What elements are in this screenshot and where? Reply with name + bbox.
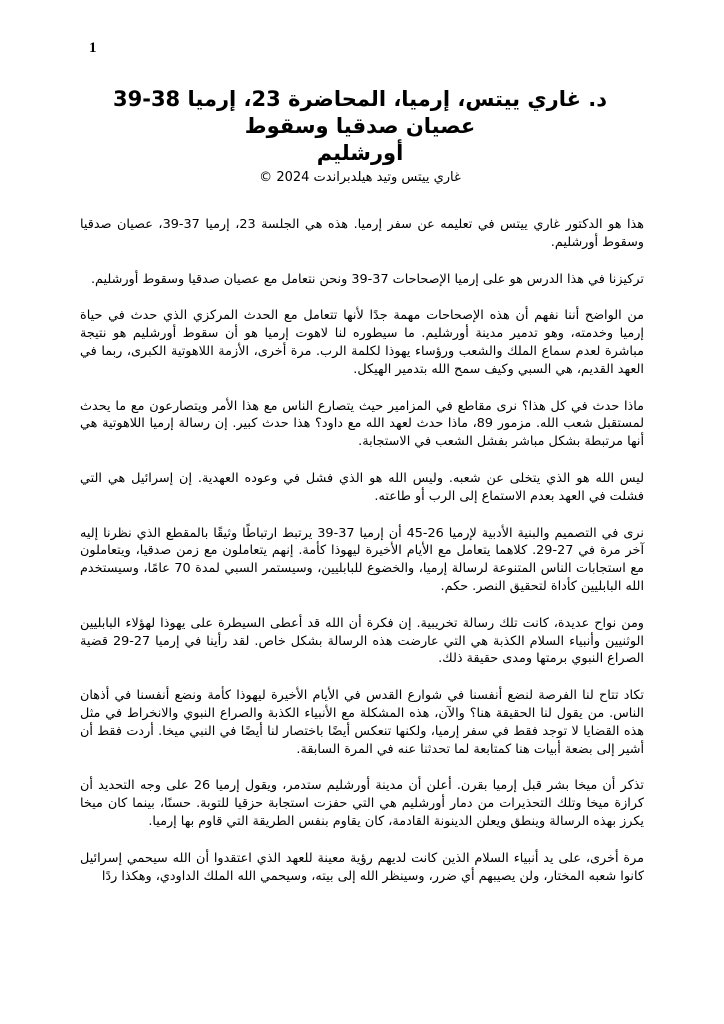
paragraph-3: من الواضح أننا نفهم أن هذه الإصحاحات مهمة جدًا لأنها تتعامل مع الحدث المركزي الذي حدث في حياة إرميا وخدمته، وهو تدمير مدينة أورشليم. ما سيطوره لنا لاهوت إرميا هو أن سقوط أورشليم هو نتيجة مباشرة لعدم سماع الملك والشعب ورؤساء يهوذا لكلمة الرب. مرة أخرى، الأزمة اللاهوتية الكبرى، ربما في العهد القديم، هي السبي وكيف سمح الله بتدمير الهيكل.	[80, 308, 644, 377]
paragraph-4: ماذا حدث في كل هذا؟ نرى مقاطع في المزامير حيث يتصارع الناس مع هذا الأمر ويتصارعون مع ما يحدث لمستقبل شعب الله. مزمور 89، ماذا حدث لعهد الله مع داود؟ هذا حدث كبير. إن رسالة إرميا اللاهوتية هي أنها مرتبطة بشكل مباشر بفشل الشعب في الاستجابة.	[80, 398, 644, 450]
title-line-2: عصيان صدقيا وسقوط	[244, 114, 476, 138]
paragraph-9: تذكر أن ميخا بشر قبل إرميا بقرن. أعلن أن مدينة أورشليم ستدمر، ويقول إرميا 26 على وجه التحديد أن كرازة ميخا وتلك التحذيرات من دمار أورشليم هي التي حفزت استجابة حزقيا للتوبة. حسنًا، بينما كان ميخا يكرز بهذه الرسالة وينطق ويعلن الدينونة القادمة، كان يقاوم بنفس الطريقة التي قاوم بها إرميا.	[80, 778, 644, 829]
paragraph-6: نرى في التصميم والبنية الأدبية لإرميا 26-45 أن إرميا 37-39 يرتبط ارتباطًا وثيقًا بالمقطع الذي نظرنا إليه آخر مرة في 27-29. كلاهما يتعامل مع الأيام الأخيرة ليهوذا كأمة. إنهم يتعاملون مع زمن صدقيا، ويتعاملون مع استجابات الناس المتنوعة لرسالة إرميا، والخضوع للبابليين، وسيستمر السبي لمدة 70 عامًا، وسيستخدم الله البابليين كأداة لتحقيق النصر. حكم.	[80, 525, 644, 594]
paragraph-10: مرة أخرى، على يد أنبياء السلام الذين كانت لديهم رؤية معينة للعهد الذي اعتقدوا أن الله سيحمي إسرائيل كانوا شعبه المختار، ولن يصيبهم أي ضرر، وسينظر الله إلى بيته، وسيحمي الله الملك الداودي، وهكذا ردًا	[80, 850, 644, 884]
document-body	[80, 216, 644, 904]
paragraph-7: ومن نواح عديدة، كانت تلك رسالة تخريبية. إن فكرة أن الله قد أعطى السيطرة على يهوذا لهؤلاء البابليين الوثنيين وأنبياء السلام الكذبة هي التي عارضت هذه الرسالة بشكل خاص. لقد رأينا في إرميا 27-29 قضية الصراع النبوي برمتها ومدى حقيقة ذلك.	[80, 615, 644, 667]
paragraph-2: تركيزنا في هذا الدرس هو على إرميا الإصحاحات 37-39 ونحن نتعامل مع عصيان صدقيا وسقوط أورشليم.	[90, 271, 644, 287]
paragraph-1: هذا هو الدكتور غاري ييتس في تعليمه عن سفر إرميا. هذه هي الجلسة 23، إرميا 37-39، عصيان صدقيا وسقوط أورشليم.	[80, 217, 645, 250]
document-header	[90, 86, 630, 187]
paragraph-5: ليس الله هو الذي يتخلى عن شعبه. وليس الله هو الذي فشل في وعوده العهدية. إن إسرائيل هي التي فشلت في العهد بعدم الاستماع إلى الرب أو طاعته.	[80, 470, 644, 504]
title-line-1: د. غاري ييتس، إرميا، المحاضرة 23، إرميا 38-39	[112, 87, 607, 111]
page-number: 1	[89, 40, 97, 56]
paragraph-8: تكاد تتاح لنا الفرصة لنضع أنفسنا في شوارع القدس في الأيام الأخيرة ليهوذا كأمة ونضع أنفسنا في أذهان الناس. من يقول لنا الحقيقة هنا؟ والآن، هذه المشكلة مع الأنبياء الكذبة والصراع النبوي والانخراط في مثل هذه القضايا لا توجد فقط في سفر إرميا، ولكنها تنعكس أيضًا باختصار لنا أيضًا في النبي ميخا. أردت فقط أن أشير إلى بضعة أبيات هنا كمتابعة لما تحدثنا عنه في المرة السابقة.	[80, 688, 644, 757]
title-line-3: أورشليم	[316, 141, 404, 165]
copyright-line: غاري ييتس وتيد هيلدبراندت 2024 ©	[259, 170, 461, 185]
